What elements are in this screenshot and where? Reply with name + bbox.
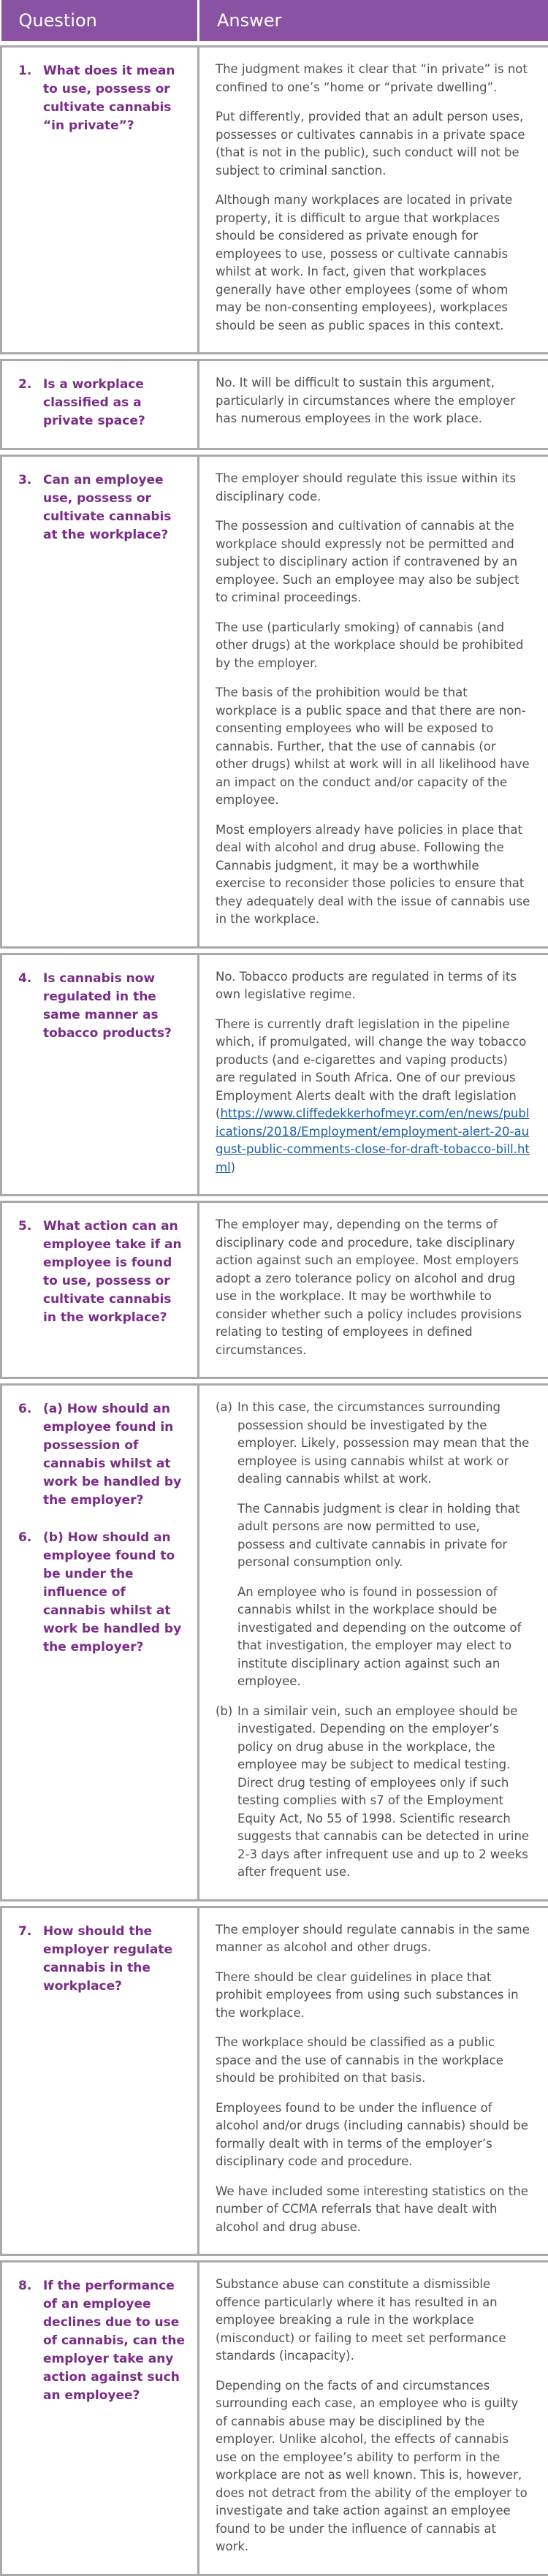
faq-row-1 — [1, 47, 548, 354]
sub-answer-b — [216, 1703, 530, 1882]
answer-paragraph: The employer should regulate this issue within its disciplinary code. — [216, 470, 530, 506]
answer-cell — [199, 360, 548, 449]
answer-paragraph: Put differently, provided that an adult person uses, possesses or cultivates cannabis in a private space (that is not in the public), such conduct will not be subject to criminal sanction. — [216, 108, 530, 180]
answer-paragraph: The employer may, depending on the terms of disciplinary code and procedure, take disciplinary action against such an employee. Most employers adopt a zero tolerance policy on alcohol and drug use in the workplace. It may be worthwhile to consider whether such a policy includes provisions relating to testing of employees in defined circumstances. — [216, 1216, 530, 1359]
question-text: Is cannabis now regulated in the same manner as tobacco products? — [43, 970, 186, 1043]
answer-cell — [199, 1385, 548, 1901]
sub-answer-a — [216, 1399, 530, 1703]
question-cell — [1, 47, 199, 354]
table-header-row — [1, 0, 548, 41]
sub-answer-label: (b) — [216, 1703, 237, 1721]
answer-column-header: Answer — [199, 0, 548, 41]
question-text: (b) How should an employee found to be under the influence of cannabis whilst at work be handled by the employer? — [43, 1529, 186, 1657]
faq-row-5 — [1, 1202, 548, 1378]
question-cell — [1, 954, 199, 1196]
answer-paragraph: We have included some interesting statistics on the number of CCMA referrals that have dealt with alcohol and drug abuse. — [216, 2183, 530, 2237]
answer-paragraph: Employees found to be under the influence of alcohol and/or drugs (including cannabis) should be formally dealt with in terms of the employer’s disciplinary code and procedure. — [216, 2100, 530, 2171]
question-number: 6. — [18, 1529, 43, 1547]
faq-row-4 — [1, 954, 548, 1196]
question-number: 2. — [18, 376, 43, 394]
question-number: 5. — [18, 1217, 43, 1236]
faq-row-2 — [1, 360, 548, 449]
link-trail-text: ) — [231, 1160, 235, 1174]
faq-row-3 — [1, 456, 548, 948]
sub-answer-label: (a) — [216, 1399, 237, 1417]
answer-paragraph: Substance abuse can constitute a dismissible offence particularly where it has resulted in an employee breaking a rule in the workplace (misconduct) or failing to meet set performance standards (incapacity). — [216, 2276, 530, 2366]
answer-paragraph: The employer should regulate cannabis in the same manner as alcohol and other drugs. — [216, 1921, 530, 1957]
answer-paragraph: The Cannabis judgment is clear in holding that adult persons are now permitted to use, possess and cultivate cannabis in private for personal consumption only. — [237, 1500, 530, 1572]
answer-cell — [199, 456, 548, 948]
question-cell — [1, 456, 199, 948]
answer-paragraph: Depending on the facts of and circumstances surrounding each case, an employee who is guilty of cannabis abuse may be disciplined by the employer. Unlike alcohol, the effects of cannabis use on the employee’s ability to perform in the workplace are not as well known. This is, however, does not detract from the ability of the employer to investigate and take action against an employee found to be under the influence of cannabis at work. — [216, 2377, 530, 2556]
answer-paragraph: There should be clear guidelines in place that prohibit employees from using such substances in the workplace. — [216, 1969, 530, 2023]
answer-paragraph: Most employers already have policies in place that deal with alcohol and drug abuse. Following the Cannabis judgment, it may be a worthwhile exercise to reconsider those policies to ensure that they adequately deal with the issue of cannabis use in the workplace. — [216, 821, 530, 929]
faq-row-7 — [1, 1907, 548, 2255]
answer-paragraph: In a similair vein, such an employee should be investigated. Depending on the employer’s policy on drug abuse in the workplace, the employee may be subject to medical testing. Direct drug testing of employees only if such testing complies with s7 of the Employment Equity Act, No 55 of 1998. Scientific research suggests that cannabis can be detected in urine 2-3 days after infrequent use and up to 2 weeks after frequent use. — [237, 1703, 530, 1882]
question-number: 1. — [18, 62, 43, 80]
question-number: 6. — [18, 1400, 43, 1418]
answer-paragraph-with-link — [216, 1016, 530, 1177]
question-cell — [1, 1202, 199, 1378]
answer-paragraph: The use (particularly smoking) of cannabis (and other drugs) at the workplace should be prohibited by the employer. — [216, 619, 530, 673]
question-number: 7. — [18, 1923, 43, 1941]
answer-paragraph: The workplace should be classified as a public space and the use of cannabis in the workplace should be prohibited on that basis. — [216, 2034, 530, 2088]
question-text: Is a workplace classified as a private space? — [43, 376, 186, 430]
answer-cell — [199, 2262, 548, 2575]
tobacco-bill-link[interactable]: https://www.cliffedekkerhofmeyr.com/en/news/publications/2018/Employment/employment-alert-20-august-public-comments-close-for-draft-tobacco-bill.html — [216, 1106, 530, 1174]
question-cell — [1, 1907, 199, 2255]
question-number: 4. — [18, 970, 43, 988]
question-cell — [1, 2262, 199, 2575]
answer-paragraph: The possession and cultivation of cannabis at the workplace should expressly not be permitted and subject to disciplinary action if contravened by an employee. Such an employee may also be subject to criminal proceedings. — [216, 517, 530, 607]
answer-paragraph: Although many workplaces are located in private property, it is difficult to argue that workplaces should be considered as private enough for employees to use, possess or cultivate cannabis whilst at work. In fact, given that workplaces generally have other employees (some of whom may be non-consenting employees), workplaces should be seen as public spaces in this context. — [216, 191, 530, 335]
question-cell — [1, 360, 199, 449]
question-number: 3. — [18, 471, 43, 490]
answer-cell — [199, 1202, 548, 1378]
question-text: Can an employee use, possess or cultivate cannabis at the workplace? — [43, 471, 186, 544]
answer-cell — [199, 1907, 548, 2255]
question-text: What does it mean to use, possess or cultivate cannabis “in private”? — [43, 62, 186, 135]
faq-row-6 — [1, 1385, 548, 1901]
answer-paragraph: The basis of the prohibition would be that workplace is a public space and that there are non-consenting employees who will be exposed to cannabis. Further, that the use of cannabis (or other drugs) whilst at work will in all likelihood have an impact on the conduct and/or capacity of the employee. — [216, 684, 530, 810]
question-text: How should the employer regulate cannabis in the workplace? — [43, 1923, 186, 1996]
question-cell — [1, 1385, 199, 1901]
question-text: What action can an employee take if an employee is found to use, possess or cultivate cannabis in the workplace? — [43, 1217, 186, 1327]
answer-paragraph: An employee who is found in possession of cannabis whilst in the workplace should be investigated and depending on the outcome of that investigation, the employer may elect to institute disciplinary action against such an employee. — [237, 1584, 530, 1691]
answer-paragraph: No. Tobacco products are regulated in terms of its own legislative regime. — [216, 968, 530, 1004]
answer-cell — [199, 954, 548, 1196]
answer-paragraph: No. It will be difficult to sustain this argument, particularly in circumstances where the employer has numerous employees in the work place. — [216, 374, 530, 428]
question-column-header: Question — [1, 0, 199, 41]
question-text: (a) How should an employee found in possession of cannabis whilst at work be handled by the employer? — [43, 1400, 186, 1510]
answer-paragraph: In this case, the circumstances surrounding possession should be investigated by the employer. Likely, possession may mean that the employee is using cannabis whilst at work or dealing cannabis whilst at work. — [237, 1399, 530, 1489]
link-lead-text: There is currently draft legislation in the pipeline which, if promulgated, will change the way tobacco products (and e-cigarettes and vaping products) are regulated in South Africa. One of our previous Employment Alerts dealt with the draft legislation ( — [216, 1017, 526, 1121]
answer-paragraph: The judgment makes it clear that “in private” is not confined to one’s “home or “private dwelling”. — [216, 61, 530, 96]
question-text: If the performance of an employee declines due to use of cannabis, can the employer take any action against such an employee? — [43, 2277, 186, 2405]
faq-row-8 — [1, 2262, 548, 2575]
answer-cell — [199, 47, 548, 354]
question-number: 8. — [18, 2277, 43, 2295]
